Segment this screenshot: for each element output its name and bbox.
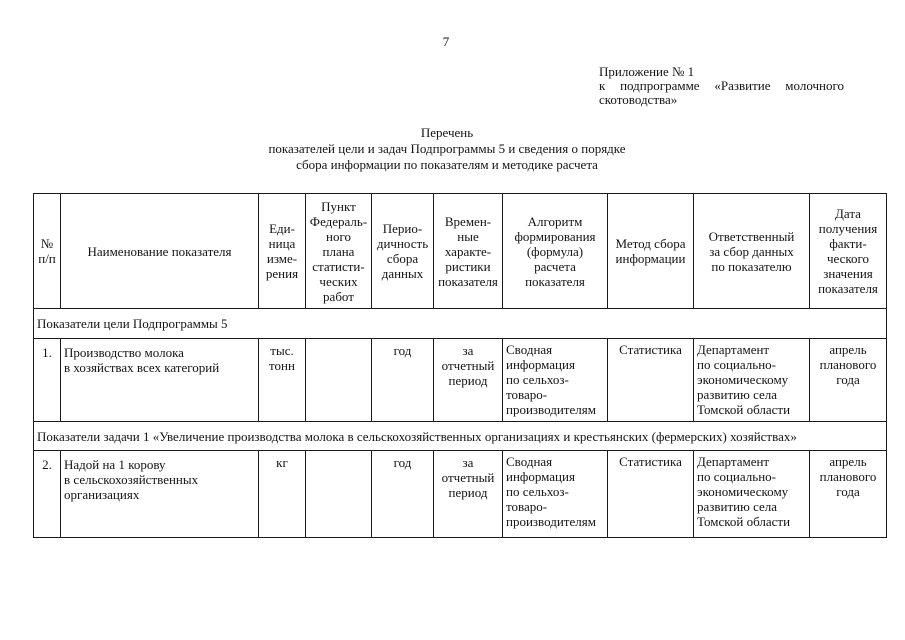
- title-line: сбора информации по показателям и методике расчета: [296, 157, 598, 172]
- cell-statistical-plan-item: [306, 451, 372, 538]
- appendix-line: скотоводства»: [599, 92, 678, 107]
- cell-collection-method: Статистика: [608, 339, 694, 422]
- cell-algorithm: Сводная информация по сельхоз- товаро- производителям: [503, 339, 608, 422]
- header-row: [34, 194, 887, 309]
- cell-statistical-plan-item: [306, 339, 372, 422]
- cell-indicator-name: Производство молока в хозяйствах всех категорий: [61, 339, 259, 422]
- section-title: Показатели цели Подпрограммы 5: [34, 309, 887, 339]
- table-body: [34, 309, 887, 538]
- indicators-table: [33, 193, 887, 538]
- cell-unit: кг: [259, 451, 306, 538]
- appendix-line: к подпрограмме «Развитие молочного: [599, 78, 844, 93]
- cell-algorithm: Сводная информация по сельхоз- товаро- производителям: [503, 451, 608, 538]
- cell-number: 2.: [34, 451, 61, 538]
- title-line: показателей цели и задач Подпрограммы 5 и сведения о порядке: [268, 141, 626, 156]
- table-row: [34, 339, 887, 422]
- col-header-number: № п/п: [34, 194, 61, 309]
- cell-date: апрель планового года: [810, 451, 887, 538]
- col-header-date: Дата получения факти- ческого значения показателя: [810, 194, 887, 309]
- col-header-statistical-plan-item: Пункт Федераль- ного плана статисти- ческих работ: [306, 194, 372, 309]
- page-number: 7: [442, 34, 450, 49]
- section-row: [34, 422, 887, 451]
- cell-number: 1.: [34, 339, 61, 422]
- col-header-algorithm: Алгоритм формирования (формула) расчета показателя: [503, 194, 608, 309]
- col-header-periodicity: Перио- дичность сбора данных: [372, 194, 434, 309]
- title-line: Перечень: [420, 125, 474, 140]
- col-header-unit: Еди- ница изме- рения: [259, 194, 306, 309]
- col-header-time-characteristics: Времен- ные характе- ристики показателя: [434, 194, 503, 309]
- cell-date: апрель планового года: [810, 339, 887, 422]
- cell-responsible: Департамент по социально- экономическому развитию села Томской области: [694, 339, 810, 422]
- cell-periodicity: год: [372, 339, 434, 422]
- cell-time-characteristics: за отчетный период: [434, 451, 503, 538]
- col-header-responsible: Ответственный за сбор данных по показателю: [694, 194, 810, 309]
- document-title: [147, 125, 747, 173]
- appendix-line: Приложение № 1: [599, 64, 695, 79]
- cell-time-characteristics: за отчетный период: [434, 339, 503, 422]
- cell-collection-method: Статистика: [608, 451, 694, 538]
- cell-indicator-name: Надой на 1 корову в сельскохозяйственных организациях: [61, 451, 259, 538]
- table-header: [34, 194, 887, 309]
- col-header-indicator-name: Наименование показателя: [61, 194, 259, 309]
- cell-periodicity: год: [372, 451, 434, 538]
- appendix-note: [599, 65, 844, 107]
- section-row: [34, 309, 887, 339]
- table-row: [34, 451, 887, 538]
- cell-responsible: Департамент по социально- экономическому развитию села Томской области: [694, 451, 810, 538]
- col-header-collection-method: Метод сбора информации: [608, 194, 694, 309]
- cell-unit: тыс. тонн: [259, 339, 306, 422]
- section-title: Показатели задачи 1 «Увеличение производства молока в сельскохозяйственных организациях и крестьянских (фермерских) хозяйствах»: [34, 422, 887, 451]
